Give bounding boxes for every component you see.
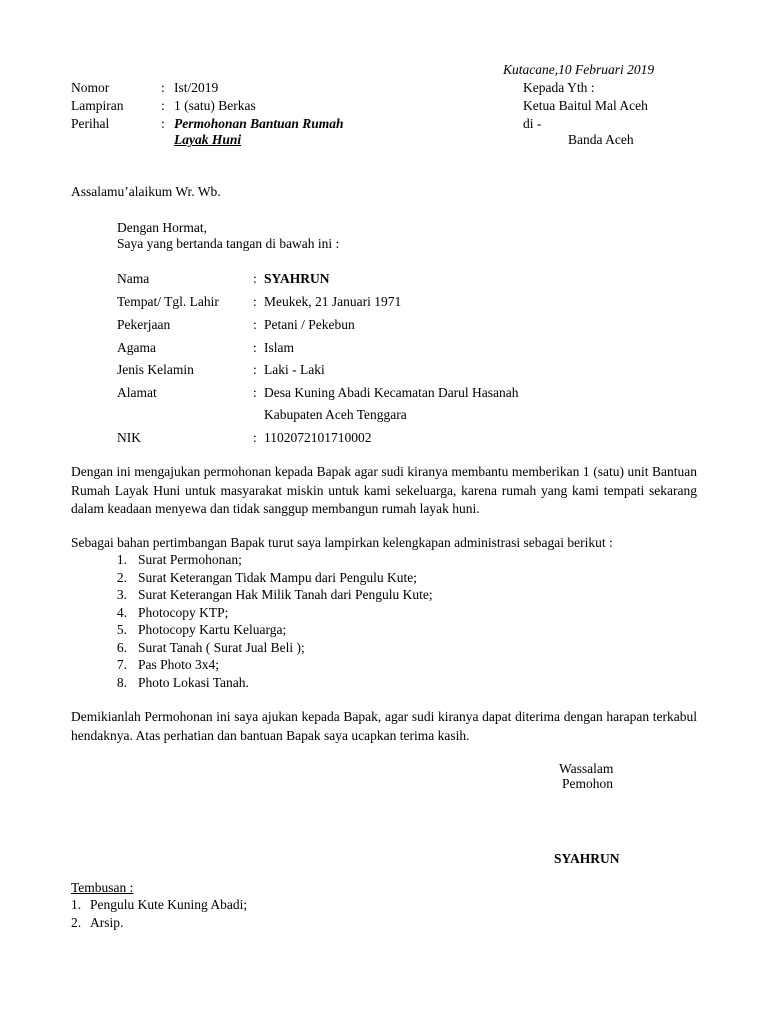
nomor-value: Ist/2019 — [174, 80, 219, 95]
identity-value-address: Desa Kuning Abadi Kecamatan Darul Hasanah — [264, 385, 519, 400]
identity-label: Nama — [117, 271, 150, 286]
nomor-label: Nomor — [71, 80, 110, 95]
list-item: Pas Photo 3x4; — [138, 657, 220, 672]
identity-colon: : — [253, 362, 257, 377]
list-item: Surat Keterangan Hak Milik Tanah dari Pengulu Kute; — [138, 587, 433, 602]
identity-value-religion: Islam — [264, 340, 294, 355]
recipient-line3: di - — [523, 116, 542, 131]
list-item-number: 4. — [116, 605, 127, 620]
list-item-number: 1. — [71, 897, 82, 912]
identity-value-nik: 1102072101710002 — [264, 430, 372, 445]
identity-value-job: Petani / Pekebun — [264, 317, 355, 332]
list-item-number: 8. — [116, 675, 127, 690]
list-item-number: 2. — [71, 915, 82, 930]
identity-colon: : — [253, 294, 257, 309]
identity-value-address-line2: Kabupaten Aceh Tenggara — [264, 407, 407, 422]
attachments-intro: Sebagai bahan pertimbangan Bapak turut saya lampirkan kelengkapan administrasi sebagai berikut : — [71, 535, 613, 550]
identity-colon: : — [253, 430, 257, 445]
wassalam-text: Wassalam — [559, 761, 614, 776]
tembusan-title: Tembusan : — [71, 880, 134, 895]
list-item: Surat Tanah ( Surat Jual Beli ); — [138, 640, 305, 655]
lampiran-value: 1 (satu) Berkas — [174, 98, 256, 113]
perihal-colon: : — [161, 116, 165, 131]
recipient-line2: Ketua Baitul Mal Aceh — [523, 98, 648, 113]
list-item: Photocopy Kartu Keluarga; — [138, 622, 287, 637]
identity-value-name: SYAHRUN — [264, 271, 330, 286]
nomor-colon: : — [161, 80, 165, 95]
identity-label: Pekerjaan — [117, 317, 171, 332]
list-item-number: 7. — [116, 657, 127, 672]
list-item: Photo Lokasi Tanah. — [138, 675, 249, 690]
greeting: Assalamu’alaikum Wr. Wb. — [71, 184, 221, 199]
list-item: Photocopy KTP; — [138, 605, 229, 620]
recipient-line1: Kepada Yth : — [523, 80, 595, 95]
list-item: Surat Keterangan Tidak Mampu dari Pengulu Kute; — [138, 570, 417, 585]
identity-colon: : — [253, 317, 257, 332]
list-item: Arsip. — [90, 915, 124, 930]
lampiran-label: Lampiran — [71, 98, 124, 113]
list-item-number: 2. — [116, 570, 127, 585]
opening-line1: Dengan Hormat, — [117, 220, 207, 235]
opening-line2: Saya yang bertanda tangan di bawah ini : — [117, 236, 340, 251]
lampiran-colon: : — [161, 98, 165, 113]
perihal-value-line2: Layak Huni — [174, 132, 242, 147]
identity-colon: : — [253, 385, 257, 400]
request-paragraph: Dengan ini mengajukan permohonan kepada Bapak agar sudi kiranya membantu memberikan 1 (satu) unit Bantuan Rumah Layak Huni untuk masyarakat miskin untuk kami sekeluarga, karena rumah yang kami tempati sekarang dalam keadaan menyewa dan tidak sanggup membangun rumah layak huni. — [71, 464, 697, 516]
list-item-number: 1. — [116, 552, 127, 567]
closing-paragraph: Demikianlah Permohonan ini saya ajukan kepada Bapak, agar sudi kiranya dapat diterima dengan harapan terkabul hendaknya. Atas perhatian dan bantuan Bapak saya ucapkan terima kasih. — [71, 709, 697, 743]
identity-colon: : — [253, 340, 257, 355]
list-item-number: 5. — [116, 622, 127, 637]
perihal-value-line1: Permohonan Bantuan Rumah — [174, 116, 344, 131]
list-item-number: 6. — [116, 640, 127, 655]
list-item-number: 3. — [116, 587, 127, 602]
pemohon-text: Pemohon — [562, 776, 614, 791]
place-date: Kutacane,10 Februari 2019 — [503, 62, 655, 77]
perihal-label: Perihal — [71, 116, 110, 131]
identity-colon: : — [253, 271, 257, 286]
recipient-line4: Banda Aceh — [568, 132, 634, 147]
identity-label: NIK — [117, 430, 141, 445]
identity-label: Jenis Kelamin — [117, 362, 194, 377]
identity-value-gender: Laki - Laki — [264, 362, 325, 377]
list-item: Pengulu Kute Kuning Abadi; — [90, 897, 248, 912]
signatory-name: SYAHRUN — [554, 851, 620, 866]
identity-label: Alamat — [117, 385, 157, 400]
identity-value-birth: Meukek, 21 Januari 1971 — [264, 294, 402, 309]
list-item: Surat Permohonan; — [138, 552, 242, 567]
identity-label: Agama — [117, 340, 156, 355]
identity-label: Tempat/ Tgl. Lahir — [117, 294, 219, 309]
